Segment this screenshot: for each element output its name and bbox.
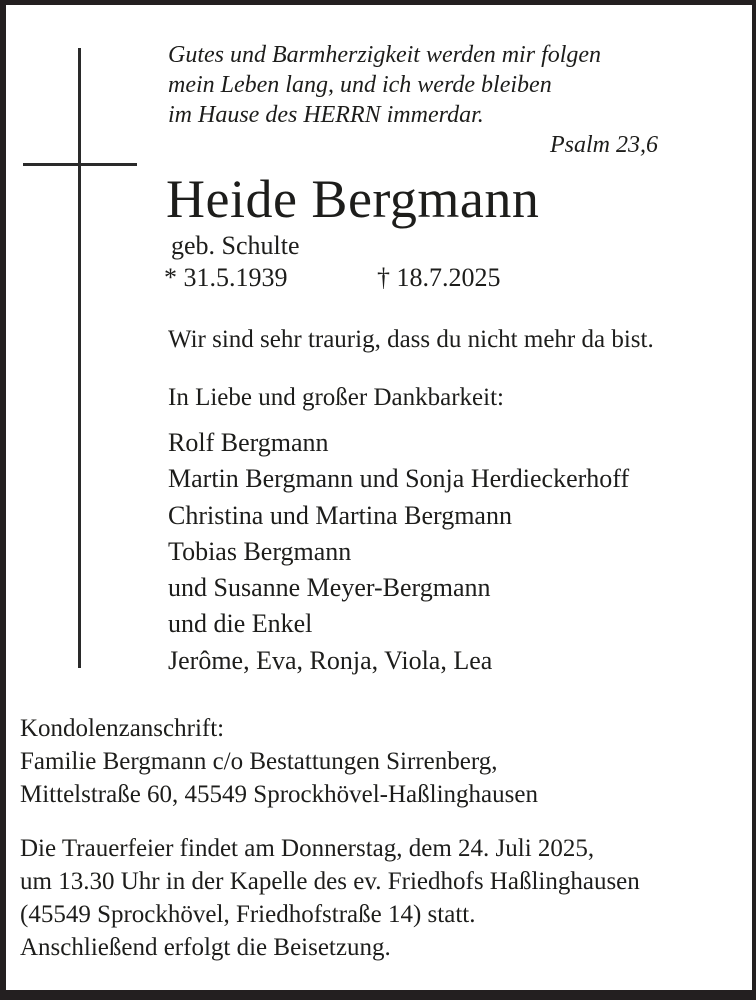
death-date: † 18.7.2025: [377, 263, 501, 292]
grief-message: Wir sind sehr traurig, dass du nicht mehr da bist.: [168, 326, 654, 353]
birth-name: geb. Schulte: [171, 231, 300, 260]
mourner-name: Jerôme, Eva, Ronja, Viola, Lea: [168, 645, 493, 675]
funeral-info-line: Die Trauerfeier findet am Donnerstag, dem 24. Juli 2025,: [20, 835, 595, 862]
bible-quote: [168, 40, 658, 160]
condolence-address-line: Mittelstraße 60, 45549 Sprockhövel-Haßlinghausen: [20, 781, 538, 808]
quote-line: Gutes und Barmherzigkeit werden mir folgen: [168, 42, 602, 68]
funeral-info-line: Anschließend erfolgt die Beisetzung.: [20, 934, 391, 961]
condolence-address: [20, 712, 538, 811]
funeral-info-line: (45549 Sprockhövel, Friedhofstraße 14) statt.: [20, 901, 476, 928]
condolence-heading: Kondolenzanschrift:: [20, 715, 225, 742]
funeral-information: [20, 832, 640, 964]
mourner-name: Tobias Bergmann: [168, 536, 352, 566]
cross-icon-vertical-bar: [78, 48, 81, 668]
funeral-info-line: um 13.30 Uhr in der Kapelle des ev. Friedhofs Haßlinghausen: [20, 868, 640, 895]
mourners-list: [168, 425, 629, 679]
quote-line: mein Leben lang, und ich werde bleiben: [168, 72, 552, 98]
mourner-name: und die Enkel: [168, 609, 313, 639]
mourner-name: Rolf Bergmann: [168, 428, 329, 457]
deceased-name: Heide Bergmann: [166, 169, 540, 229]
condolence-address-line: Familie Bergmann c/o Bestattungen Sirrenberg,: [20, 748, 498, 775]
cross-icon-horizontal-bar: [23, 163, 137, 166]
gratitude-intro: In Liebe und großer Dankbarkeit:: [168, 384, 504, 411]
mourner-name: Christina und Martina Bergmann: [168, 500, 512, 530]
psalm-reference: Psalm 23,6: [550, 132, 658, 158]
quote-line: im Hause des HERRN immerdar.: [168, 102, 484, 128]
mourner-name: und Susanne Meyer-Bergmann: [168, 573, 491, 603]
life-dates: [164, 262, 501, 294]
birth-date: * 31.5.1939: [164, 263, 288, 292]
mourner-name: Martin Bergmann und Sonja Herdieckerhoff: [168, 464, 630, 494]
